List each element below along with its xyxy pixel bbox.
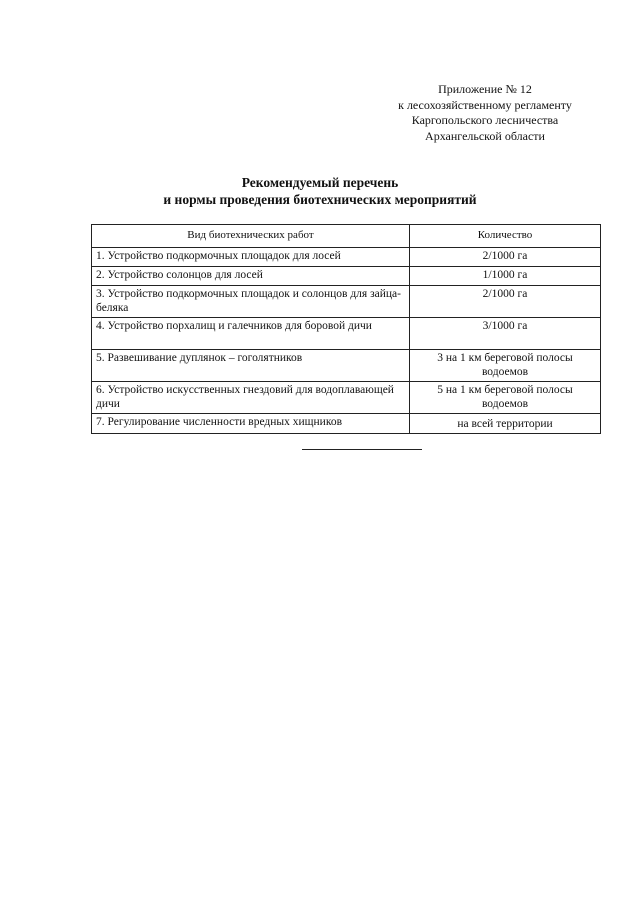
row-quantity: 3 на 1 км береговой полосы водоемов <box>410 350 601 382</box>
row-work-type: 2. Устройство солонцов для лосей <box>92 267 410 286</box>
appendix-header <box>360 82 610 144</box>
row-quantity: 2/1000 га <box>410 286 601 318</box>
table-row <box>92 382 601 414</box>
table-row <box>92 350 601 382</box>
row-quantity: 1/1000 га <box>410 267 601 286</box>
table-row <box>92 248 601 267</box>
end-divider <box>302 449 422 450</box>
header-work-type: Вид биотехнических работ <box>92 225 410 248</box>
appendix-region: Архангельской области <box>425 128 545 143</box>
row-work-type: 3. Устройство подкормочных площадок и солонцов для зайца-беляка <box>92 286 410 318</box>
table-header-row <box>92 225 601 248</box>
row-quantity: 5 на 1 км береговой полосы водоемов <box>410 382 601 414</box>
appendix-regulation: к лесохозяйственному регламенту <box>398 97 572 112</box>
row-work-type: 6. Устройство искусственных гнездовий для водоплавающей дичи <box>92 382 410 414</box>
title-line-2: и нормы проведения биотехнических мероприятий <box>163 192 477 207</box>
row-work-type: 5. Развешивание дуплянок – гоголятников <box>92 350 410 382</box>
title-line-1: Рекомендуемый перечень <box>241 175 399 190</box>
measures-table <box>91 224 601 434</box>
appendix-forestry: Каргопольского лесничества <box>411 113 559 127</box>
table-row <box>92 318 601 350</box>
row-work-type: 1. Устройство подкормочных площадок для лосей <box>92 248 410 267</box>
row-quantity: на всей территории <box>410 414 601 434</box>
header-quantity: Количество <box>410 225 601 248</box>
table-row <box>92 414 601 434</box>
row-work-type: 7. Регулирование численности вредных хищников <box>92 414 410 434</box>
appendix-number: Приложение № 12 <box>438 82 532 96</box>
table-row <box>92 267 601 286</box>
table-row <box>92 286 601 318</box>
row-quantity: 2/1000 га <box>410 248 601 267</box>
document-title <box>60 174 580 208</box>
row-work-type: 4. Устройство порхалищ и галечников для боровой дичи <box>92 318 410 350</box>
row-quantity: 3/1000 га <box>410 318 601 350</box>
